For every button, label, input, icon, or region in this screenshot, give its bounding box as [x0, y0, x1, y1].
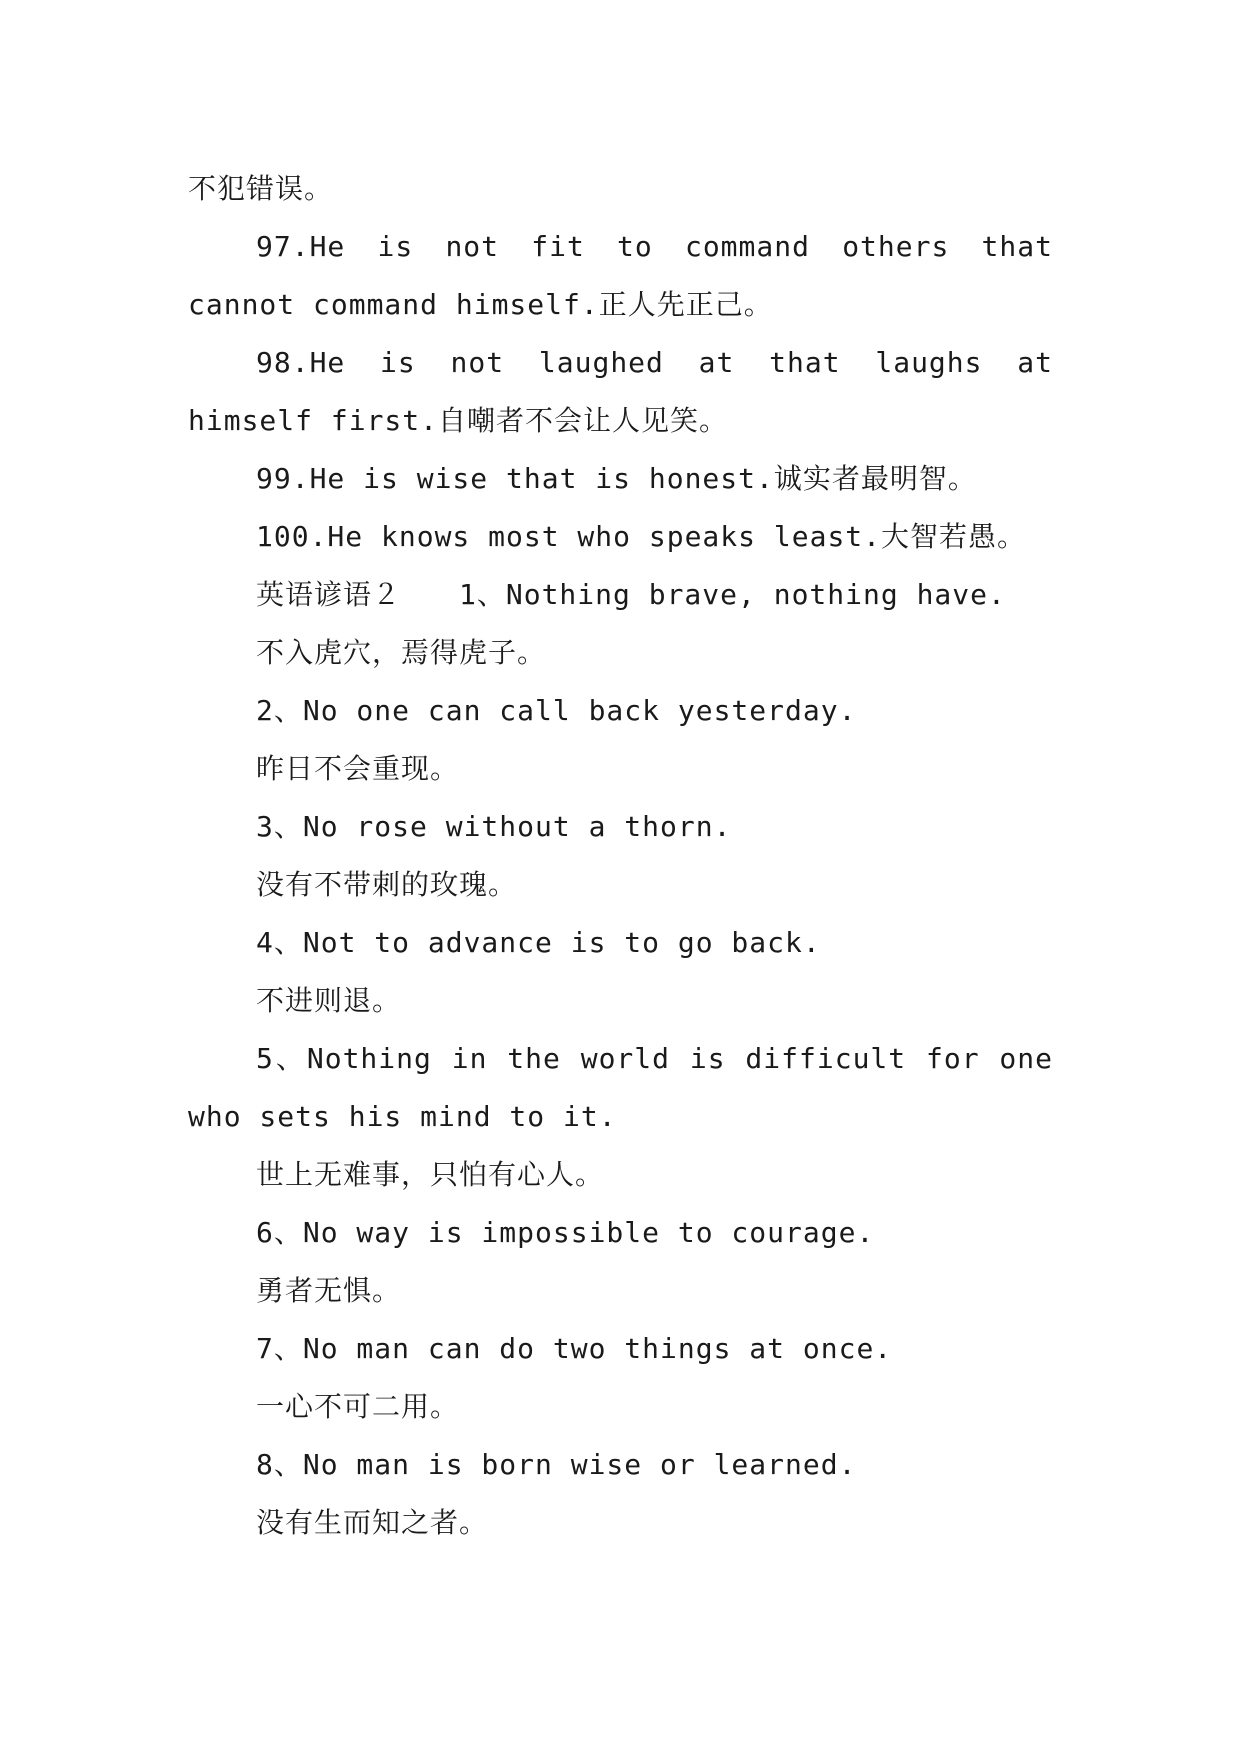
- proverb-6: 6、No way is impossible to courage.: [256, 1216, 875, 1249]
- translation-8: 没有生而知之者。: [256, 1506, 489, 1539]
- document-body: [188, 160, 1053, 1552]
- proverb-5: 5、Nothing in the world is difficult for one who sets his mind to it.: [188, 1042, 1053, 1133]
- translation-6: 勇者无惧。: [256, 1274, 402, 1307]
- translation-7: 一心不可二用。: [256, 1390, 460, 1423]
- proverb-4: 4、Not to advance is to go back.: [256, 926, 821, 959]
- translation-2: 昨日不会重现。: [256, 752, 460, 785]
- proverb-100: 100.He knows most who speaks least.大智若愚。: [256, 520, 1027, 553]
- section-heading-proverbs-2: 英语谚语２ 1、Nothing brave, nothing have.: [256, 578, 1006, 611]
- translation-3: 没有不带刺的玫瑰。: [256, 868, 518, 901]
- proverb-99: 99.He is wise that is honest.诚实者最明智。: [256, 462, 977, 495]
- proverb-7: 7、No man can do two things at once.: [256, 1332, 893, 1365]
- proverb-2: 2、No one can call back yesterday.: [256, 694, 857, 727]
- translation-1: 不入虎穴，焉得虎子。: [256, 636, 547, 669]
- paragraph-continuation: 不犯错误。: [188, 172, 334, 205]
- proverb-98: 98.He is not laughed at that laughs at himself first.自嘲者不会让人见笑。: [188, 346, 1053, 437]
- proverb-8: 8、No man is born wise or learned.: [256, 1448, 857, 1481]
- translation-4: 不进则退。: [256, 984, 402, 1017]
- proverb-3: 3、No rose without a thorn.: [256, 810, 732, 843]
- proverb-97: 97.He is not fit to command others that cannot command himself.正人先正己。: [188, 230, 1053, 321]
- translation-5: 世上无难事，只怕有心人。: [256, 1158, 605, 1191]
